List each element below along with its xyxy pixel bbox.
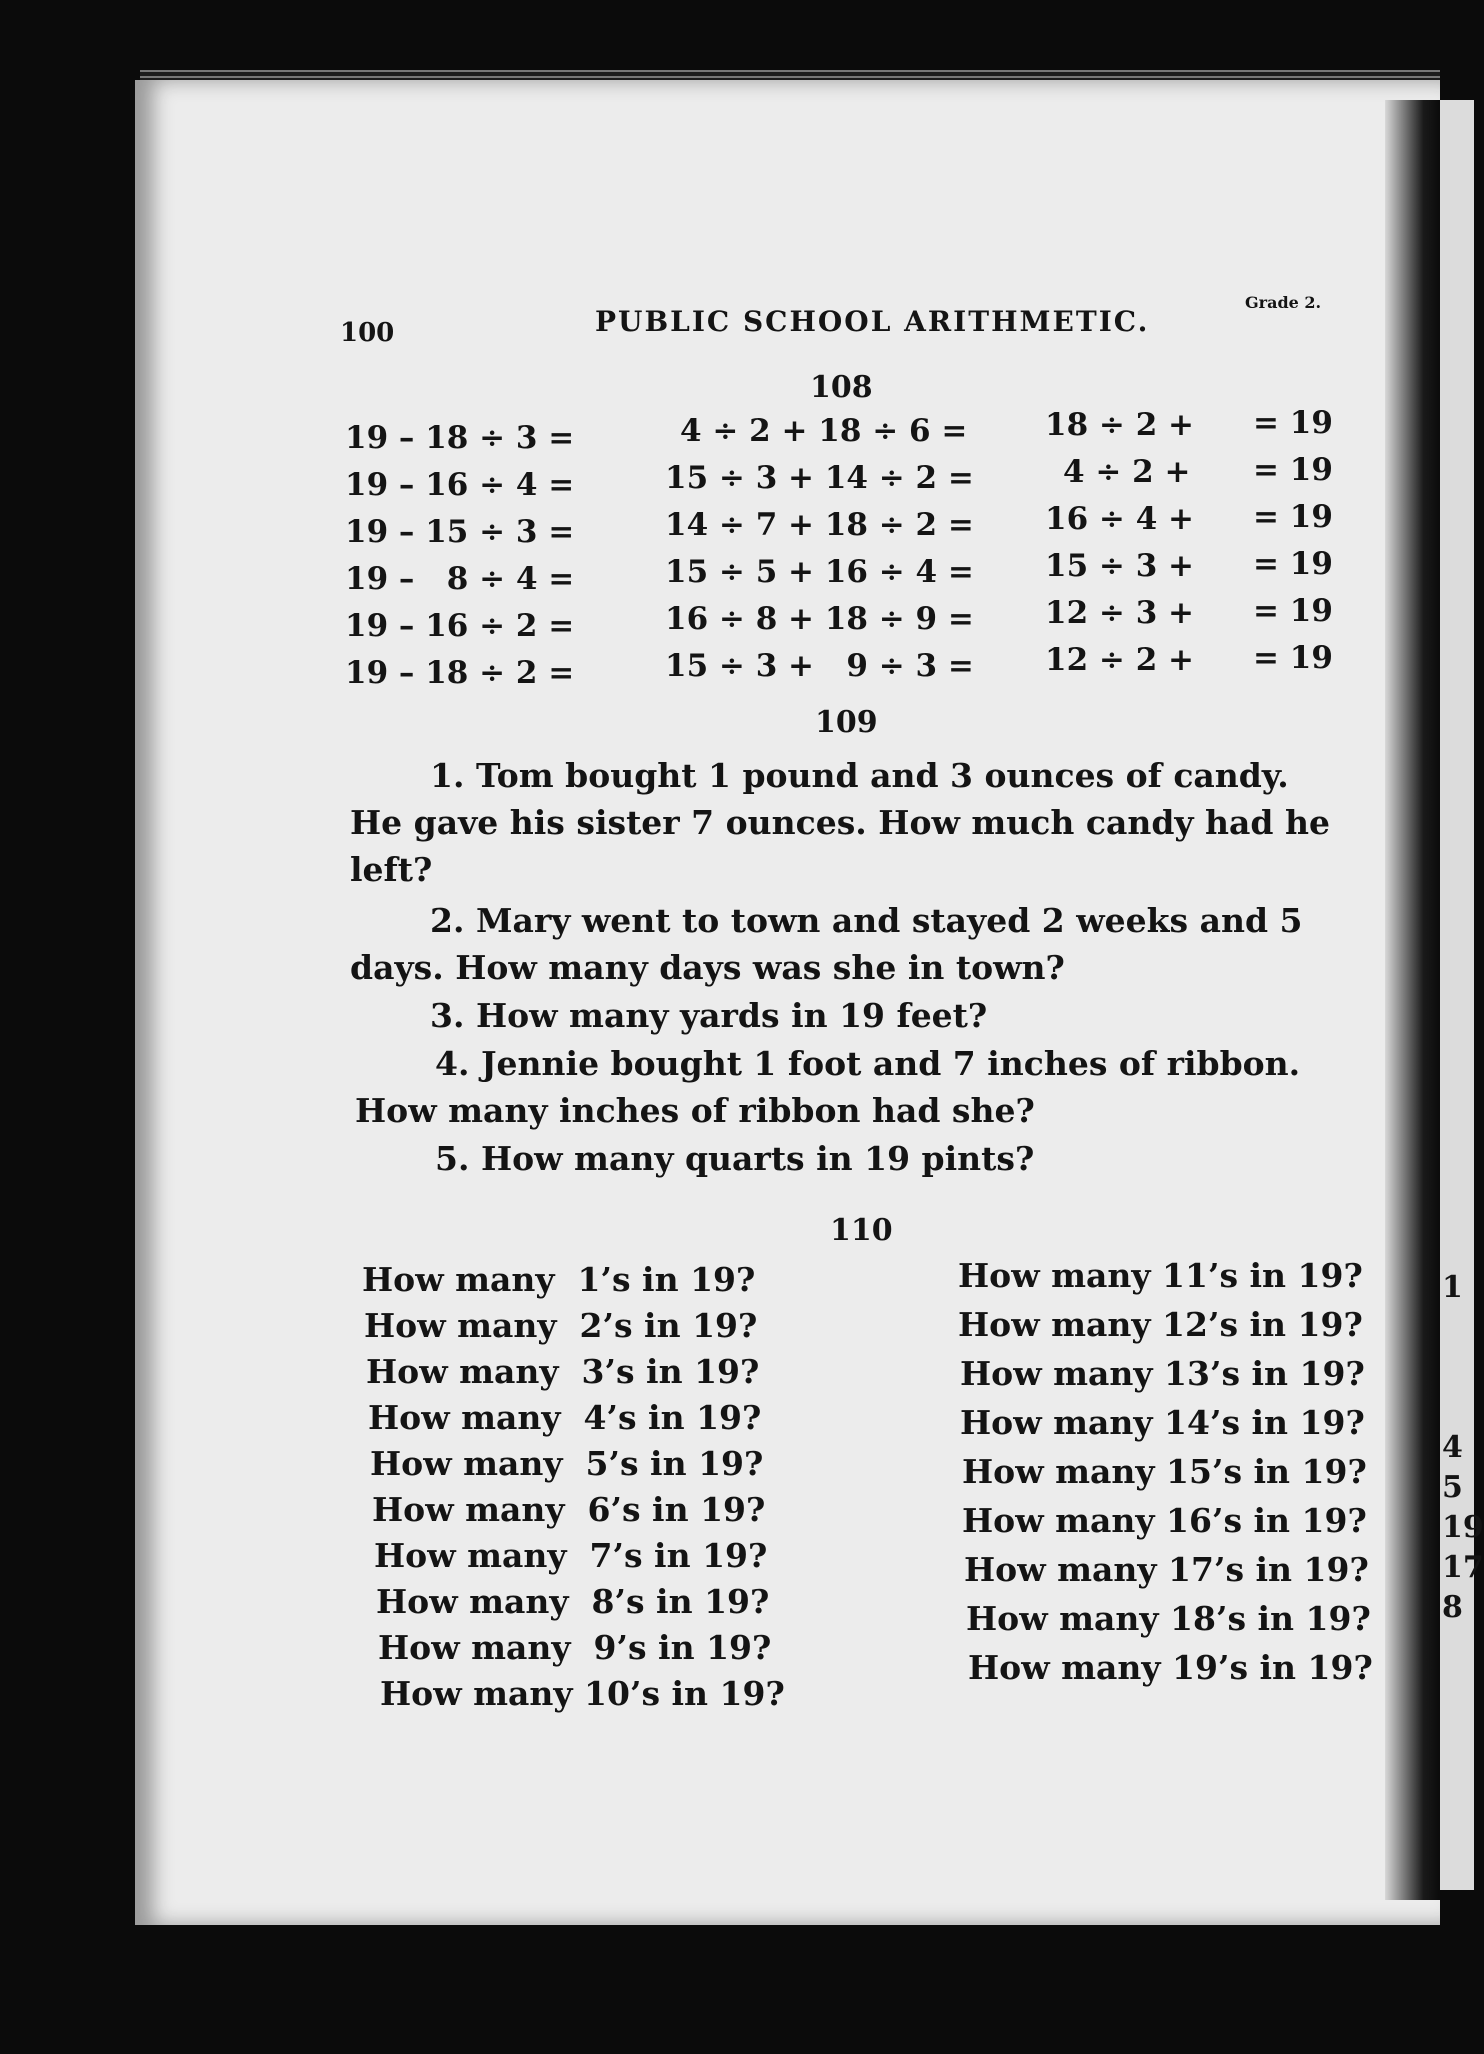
equation: 19 – 16 ÷ 4 =: [345, 467, 575, 503]
question: How many 16’s in 19?: [962, 1501, 1367, 1540]
question: How many 6’s in 19?: [372, 1490, 766, 1529]
equation: 15 ÷ 3 + 14 ÷ 2 =: [665, 460, 974, 496]
question: How many 17’s in 19?: [964, 1550, 1369, 1589]
question: How many 15’s in 19?: [962, 1452, 1367, 1491]
question: How many 19’s in 19?: [968, 1648, 1373, 1687]
equation-result: = 19: [1253, 640, 1333, 676]
equation-partial: 12 ÷ 3 +: [1045, 595, 1195, 631]
equation-partial: 15 ÷ 3 +: [1045, 548, 1195, 584]
equation: 19 – 15 ÷ 3 =: [345, 514, 575, 550]
question: How many 3’s in 19?: [366, 1352, 760, 1391]
equation: 15 ÷ 3 + 9 ÷ 3 =: [665, 648, 974, 684]
question: How many 7’s in 19?: [374, 1536, 768, 1575]
question: How many 2’s in 19?: [364, 1306, 758, 1345]
equation: 19 – 18 ÷ 3 =: [345, 420, 575, 456]
question: How many 13’s in 19?: [960, 1354, 1365, 1393]
word-problem-1: 1. Tom bought 1 pound and 3 ounces of candy. He gave his sister 7 ounces. How much candy had he left?: [350, 756, 1330, 889]
next-page-glyph: 19: [1442, 1510, 1484, 1545]
equation-result: = 19: [1253, 452, 1333, 488]
equation: 19 – 8 ÷ 4 =: [345, 561, 575, 597]
equation-partial: 18 ÷ 2 +: [1045, 407, 1195, 443]
section-110-title: 110: [830, 1213, 893, 1248]
word-problem-5: 5. How many quarts in 19 pints?: [435, 1139, 1035, 1178]
next-page-glyph: 5: [1442, 1470, 1463, 1505]
word-problem-2: 2. Mary went to town and stayed 2 weeks and 5 days. How many days was she in town?: [350, 901, 1303, 987]
equation: 4 ÷ 2 + 18 ÷ 6 =: [680, 413, 968, 449]
question: How many 1’s in 19?: [362, 1260, 756, 1299]
question: How many 12’s in 19?: [958, 1305, 1363, 1344]
book-spine: [1385, 100, 1440, 1900]
word-problem-4: 4. Jennie bought 1 foot and 7 inches of ribbon. How many inches of ribbon had she?: [355, 1044, 1301, 1130]
equation: 19 – 16 ÷ 2 =: [345, 608, 575, 644]
running-title: PUBLIC SCHOOL ARITHMETIC.: [595, 305, 1150, 338]
question: How many 9’s in 19?: [378, 1628, 772, 1667]
equation: 15 ÷ 5 + 16 ÷ 4 =: [665, 554, 974, 590]
grade-label: Grade 2.: [1245, 293, 1322, 312]
equation: 19 – 18 ÷ 2 =: [345, 655, 575, 691]
question: How many 4’s in 19?: [368, 1398, 762, 1437]
question: How many 14’s in 19?: [960, 1403, 1365, 1442]
section-109-title: 109: [815, 705, 878, 740]
question: How many 8’s in 19?: [376, 1582, 770, 1621]
equation-partial: 4 ÷ 2 +: [1063, 454, 1191, 490]
equation-partial: 12 ÷ 2 +: [1045, 642, 1195, 678]
section-108-title: 108: [810, 370, 873, 405]
equation-result: = 19: [1253, 546, 1333, 582]
equation-partial: 16 ÷ 4 +: [1045, 501, 1195, 537]
equation-result: = 19: [1253, 405, 1333, 441]
question: How many 18’s in 19?: [966, 1599, 1371, 1638]
equation-result: = 19: [1253, 499, 1333, 535]
question: How many 10’s in 19?: [380, 1674, 785, 1713]
next-page-glyph: 4: [1442, 1430, 1463, 1465]
question: How many 5’s in 19?: [370, 1444, 764, 1483]
next-page-glyph: 1: [1442, 1270, 1463, 1305]
equation-result: = 19: [1253, 593, 1333, 629]
word-problem-3: 3. How many yards in 19 feet?: [430, 996, 988, 1035]
next-page-glyph: 8: [1442, 1590, 1463, 1625]
next-page-edge: [1440, 100, 1484, 1890]
equation: 14 ÷ 7 + 18 ÷ 2 =: [665, 507, 974, 543]
page-number: 100: [340, 318, 395, 348]
question: How many 11’s in 19?: [958, 1256, 1363, 1295]
equation: 16 ÷ 8 + 18 ÷ 9 =: [665, 601, 974, 637]
next-page-glyph: 17: [1442, 1550, 1484, 1585]
